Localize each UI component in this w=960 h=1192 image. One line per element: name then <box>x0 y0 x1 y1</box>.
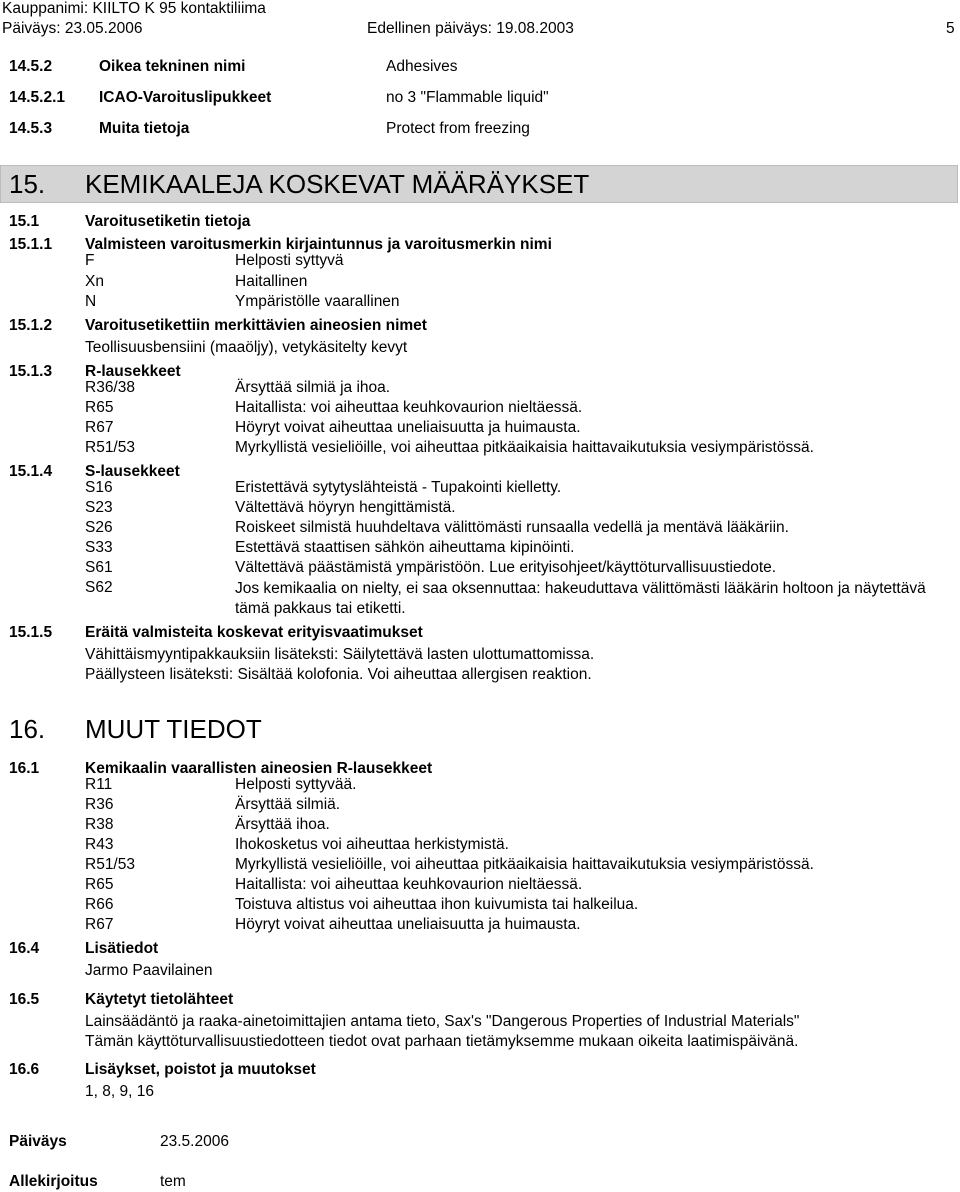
s16-6-num: 16.6 <box>9 1061 40 1078</box>
r-phrase-text: Ihokosketus voi aiheuttaa herkistymistä. <box>235 836 509 853</box>
r-phrase-text: Höyryt voivat aiheuttaa uneliaisuutta ja huimausta. <box>235 916 581 933</box>
r-phrase-text: Myrkyllistä vesieliöille, voi aiheuttaa pitkäaikaisia haittavaikutuksia vesiympäristössä. <box>235 856 814 873</box>
s15-1-2-title: Varoitusetikettiin merkittävien aineosien nimet <box>85 317 427 334</box>
r-phrase-code: R67 <box>85 419 114 436</box>
s16-4-num: 16.4 <box>9 940 40 957</box>
hazard-name: Ympäristölle vaarallinen <box>235 293 400 310</box>
section-15-title: KEMIKAALEJA KOSKEVAT MÄÄRÄYKSET <box>85 169 590 199</box>
s16-5-line: Tämän käyttöturvallisuustiedotteen tiedot ovat parhaan tietämyksemme mukaan oikeita laatimispäivänä. <box>85 1033 799 1050</box>
r-phrase-code: R65 <box>85 876 114 893</box>
s-phrase-text: Vältettävä päästämistä ympäristöön. Lue erityisohjeet/käyttöturvallisuustiedote. <box>235 559 777 576</box>
s-phrase-code: S61 <box>85 559 113 576</box>
s16-4-title: Lisätiedot <box>85 940 159 957</box>
r-phrase-code: R51/53 <box>85 856 135 873</box>
s14-5-3-num: 14.5.3 <box>9 120 53 137</box>
s-phrase-code: S26 <box>85 519 113 536</box>
s15-1-num: 15.1 <box>9 213 40 230</box>
s14-5-2-num: 14.5.2 <box>9 58 53 75</box>
r-phrase-code: R66 <box>85 896 114 913</box>
footer-signature-label: Allekirjoitus <box>9 1173 98 1190</box>
s15-1-1-num: 15.1.1 <box>9 236 53 253</box>
s-phrase-text: Vältettävä höyryn hengittämistä. <box>235 499 456 516</box>
header-date: Päiväys: 23.05.2006 <box>2 20 143 37</box>
s-phrase-code: S33 <box>85 539 113 556</box>
s15-1-4-title: S-lausekkeet <box>85 463 180 480</box>
hazard-name: Haitallinen <box>235 273 308 290</box>
footer-date-label: Päiväys <box>9 1133 67 1150</box>
s15-1-5-line: Vähittäismyyntipakkauksiin lisäteksti: Säilytettävä lasten ulottumattomissa. <box>85 646 595 663</box>
r-phrase-text: Haitallista: voi aiheuttaa keuhkovaurion nieltäessä. <box>235 876 583 893</box>
s16-5-num: 16.5 <box>9 991 40 1008</box>
r-phrase-text: Myrkyllistä vesieliöille, voi aiheuttaa pitkäaikaisia haittavaikutuksia vesiympäristössä. <box>235 439 814 456</box>
footer-signature-value: tem <box>160 1173 186 1190</box>
s14-5-2-1-label: ICAO-Varoituslipukkeet <box>99 89 272 106</box>
r-phrase-text: Helposti syttyvää. <box>235 776 357 793</box>
s14-5-3-value: Protect from freezing <box>386 120 530 137</box>
header-company: Kauppanimi: KIILTO K 95 kontaktiliima <box>2 0 266 17</box>
s14-5-3-label: Muita tietoja <box>99 120 190 137</box>
r-phrase-text: Ärsyttää ihoa. <box>235 816 330 833</box>
r-phrase-code: R65 <box>85 399 114 416</box>
s15-1-5-num: 15.1.5 <box>9 624 53 641</box>
s-phrase-code: S23 <box>85 499 113 516</box>
r-phrase-code: R36/38 <box>85 379 135 396</box>
s-phrase-text: Roiskeet silmistä huuhdeltava välittömästi runsaalla vedellä ja mentävä lääkäriin. <box>235 519 789 536</box>
s16-6-text: 1, 8, 9, 16 <box>85 1083 154 1100</box>
s-phrase-code: S62 <box>85 579 113 596</box>
section-15-num: 15. <box>9 169 46 199</box>
r-phrase-code: R38 <box>85 816 114 833</box>
r-phrase-text: Ärsyttää silmiä. <box>235 796 341 813</box>
s15-1-2-num: 15.1.2 <box>9 317 53 334</box>
s16-6-title: Lisäykset, poistot ja muutokset <box>85 1061 316 1078</box>
s15-1-1-title: Valmisteen varoitusmerkin kirjaintunnus ja varoitusmerkin nimi <box>85 236 552 253</box>
s16-1-num: 16.1 <box>9 760 40 777</box>
s16-1-title: Kemikaalin vaarallisten aineosien R-lausekkeet <box>85 760 433 777</box>
r-phrase-code: R36 <box>85 796 114 813</box>
section-16-title: MUUT TIEDOT <box>85 714 262 744</box>
s14-5-2-value: Adhesives <box>386 58 458 75</box>
hazard-code: Xn <box>85 273 104 290</box>
hazard-code: F <box>85 252 95 269</box>
r-phrase-code: R43 <box>85 836 114 853</box>
s15-1-2-text: Teollisuusbensiini (maaöljy), vetykäsitelty kevyt <box>85 339 408 356</box>
s-phrase-text: Jos kemikaalia on nielty, ei saa oksennuttaa: hakeuduttava välittömästi lääkärin holtoon ja näytettävä tämä pakkaus tai etiketti. <box>235 580 926 617</box>
s15-1-5-title: Eräitä valmisteita koskevat erityisvaatimukset <box>85 624 423 641</box>
s15-1-title: Varoitusetiketin tietoja <box>85 213 251 230</box>
s14-5-2-1-num: 14.5.2.1 <box>9 89 66 106</box>
hazard-code: N <box>85 293 97 310</box>
hazard-name: Helposti syttyvä <box>235 252 344 269</box>
s15-1-3-title: R-lausekkeet <box>85 363 181 380</box>
s16-5-line: Lainsäädäntö ja raaka-ainetoimittajien antama tieto, Sax's "Dangerous Properties of Industrial Materials" <box>85 1013 800 1030</box>
s15-1-5-line: Päällysteen lisäteksti: Sisältää kolofonia. Voi aiheuttaa allergisen reaktion. <box>85 666 592 683</box>
section-16-num: 16. <box>9 714 46 744</box>
header-previous-date: Edellinen päiväys: 19.08.2003 <box>367 20 574 37</box>
s-phrase-text: Eristettävä sytytyslähteistä - Tupakointi kielletty. <box>235 479 562 496</box>
r-phrase-text: Toistuva altistus voi aiheuttaa ihon kuivumista tai halkeilua. <box>235 896 639 913</box>
s15-1-3-num: 15.1.3 <box>9 363 53 380</box>
s16-5-title: Käytetyt tietolähteet <box>85 991 234 1008</box>
r-phrase-text: Haitallista: voi aiheuttaa keuhkovaurion nieltäessä. <box>235 399 583 416</box>
s-phrase-text: Estettävä staattisen sähkön aiheuttama kipinöinti. <box>235 539 575 556</box>
r-phrase-code: R11 <box>85 776 113 793</box>
s14-5-2-1-value: no 3 "Flammable liquid" <box>386 89 549 106</box>
r-phrase-code: R67 <box>85 916 114 933</box>
r-phrase-text: Ärsyttää silmiä ja ihoa. <box>235 379 391 396</box>
footer-date-value: 23.5.2006 <box>160 1133 229 1150</box>
r-phrase-code: R51/53 <box>85 439 135 456</box>
r-phrase-text: Höyryt voivat aiheuttaa uneliaisuutta ja huimausta. <box>235 419 581 436</box>
s15-1-4-num: 15.1.4 <box>9 463 53 480</box>
s16-4-text: Jarmo Paavilainen <box>85 962 213 979</box>
page-number: 5 <box>946 20 955 37</box>
s14-5-2-label: Oikea tekninen nimi <box>99 58 246 75</box>
s-phrase-code: S16 <box>85 479 113 496</box>
